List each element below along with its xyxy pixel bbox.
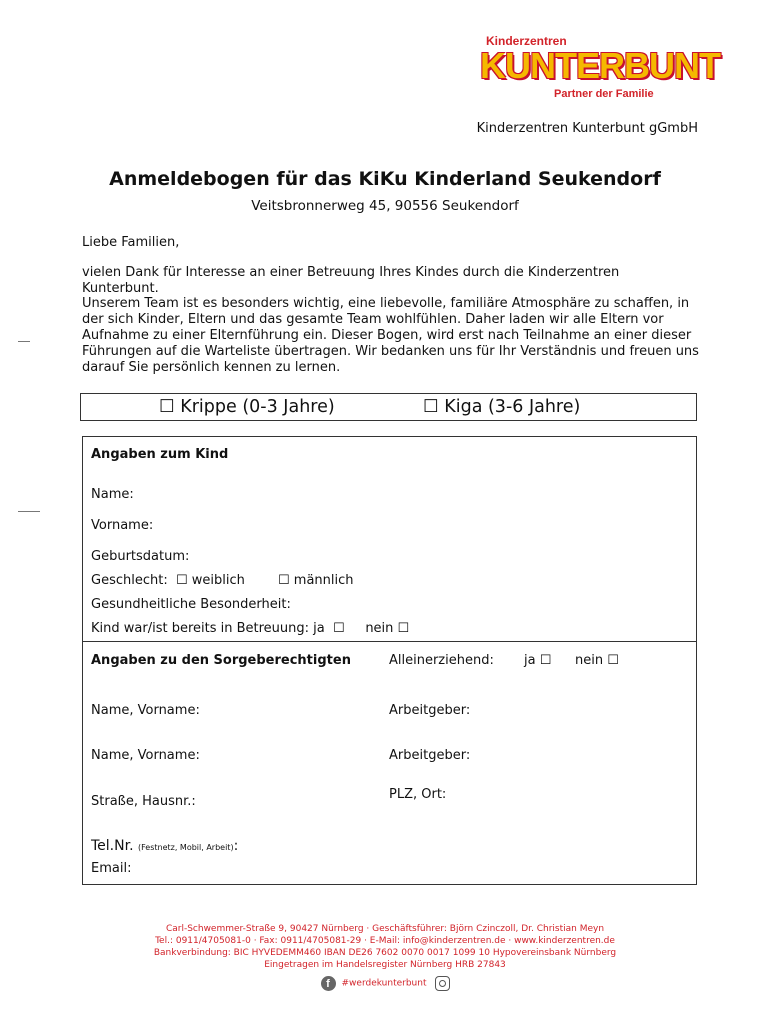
- logo-sub-text: Partner der Familie: [554, 88, 654, 100]
- zip-city-field[interactable]: PLZ, Ort:: [389, 787, 447, 802]
- info-paragraph: Unserem Team ist es besonders wichtig, eine liebevolle, familiäre Atmosphäre zu schaffen, in der sich Kinder, Eltern und das gesamte Team wohlfühlen. Daher laden wir alle Eltern vor Aufnahme zu einer Elternführung ein. Dieser Bogen, wird erst nach Teilnahme an einer dieser Führungen auf die Warteliste übertragen. Wir bedanken uns für Ihr Verständnis und freuen uns darauf Sie persönlich kennen zu lernen.: [82, 296, 699, 375]
- footer-contact: Tel.: 0911/4705081-0 · Fax: 0911/4705081-29 · E-Mail: info@kinderzentren.de · www.kinderzentren.de: [155, 936, 615, 946]
- guardian1-name-field[interactable]: Name, Vorname:: [91, 703, 200, 718]
- intro-paragraph: vielen Dank für Interesse an einer Betreuung Ihres Kindes durch die Kinderzentren Kunterbunt.: [82, 265, 620, 296]
- single-parent-label: Alleinerziehend:: [389, 653, 494, 668]
- prior-care-field[interactable]: Kind war/ist bereits in Betreuung: ja ☐ nein ☐: [91, 621, 410, 636]
- health-field[interactable]: Gesundheitliche Besonderheit:: [91, 597, 291, 612]
- company-logo: [474, 28, 720, 110]
- guardian2-name-field[interactable]: Name, Vorname:: [91, 748, 200, 763]
- child-firstname-field[interactable]: Vorname:: [91, 518, 154, 533]
- single-parent-yes-checkbox[interactable]: ja ☐: [524, 653, 552, 668]
- facebook-icon[interactable]: f: [321, 976, 336, 991]
- greeting: Liebe Familien,: [82, 235, 180, 250]
- page-title: Anmeldebogen für das KiKu Kinderland Seukendorf: [109, 168, 661, 190]
- birthdate-field[interactable]: Geburtsdatum:: [91, 549, 190, 564]
- logo-top-text: Kinderzentren: [486, 34, 567, 48]
- form-box: [82, 436, 697, 885]
- hashtag: #werdekunterbunt: [341, 978, 427, 989]
- company-name: Kinderzentren Kunterbunt gGmbH: [476, 121, 698, 136]
- instagram-icon[interactable]: [435, 976, 450, 991]
- street-field[interactable]: Straße, Hausnr.:: [91, 794, 196, 809]
- gender-label: Geschlecht:: [91, 573, 168, 588]
- margin-mark: [18, 341, 30, 342]
- address: Veitsbronnerweg 45, 90556 Seukendorf: [251, 198, 519, 214]
- phone-field[interactable]: [91, 838, 238, 854]
- phone-hint: (Festnetz, Mobil, Arbeit): [137, 843, 234, 852]
- section-divider: [82, 641, 697, 642]
- margin-mark: [18, 511, 40, 512]
- guardian1-employer-field[interactable]: Arbeitgeber:: [389, 703, 471, 718]
- logo-main-text: KUNTERBUNT: [480, 45, 720, 86]
- guardian-section-heading: Angaben zu den Sorgeberechtigten: [91, 653, 351, 668]
- email-field[interactable]: Email:: [91, 861, 132, 876]
- social-bar: [0, 976, 770, 994]
- care-type-box: [80, 393, 697, 421]
- single-parent-no-checkbox[interactable]: nein ☐: [575, 653, 619, 668]
- footer-address: Carl-Schwemmer-Straße 9, 90427 Nürnberg · Geschäftsführer: Björn Czinczoll, Dr. Christian Meyn: [165, 924, 605, 934]
- kiga-checkbox[interactable]: ☐ Kiga (3-6 Jahre): [423, 397, 581, 417]
- male-checkbox[interactable]: ☐ männlich: [278, 573, 354, 588]
- krippe-checkbox[interactable]: ☐ Krippe (0-3 Jahre): [159, 397, 335, 417]
- footer-bank: Bankverbindung: BIC HYVEDEMM460 IBAN DE26 7602 0070 0017 1099 10 Hypovereinsbank Nürnberg: [153, 948, 617, 958]
- phone-colon: :: [233, 838, 239, 854]
- child-section-heading: Angaben zum Kind: [91, 447, 229, 462]
- female-checkbox[interactable]: ☐ weiblich: [176, 573, 245, 588]
- child-name-field[interactable]: Name:: [91, 487, 134, 502]
- guardian2-employer-field[interactable]: Arbeitgeber:: [389, 748, 471, 763]
- footer-register: Eingetragen im Handelsregister Nürnberg HRB 27843: [264, 960, 506, 970]
- phone-label: Tel.Nr.: [91, 838, 134, 854]
